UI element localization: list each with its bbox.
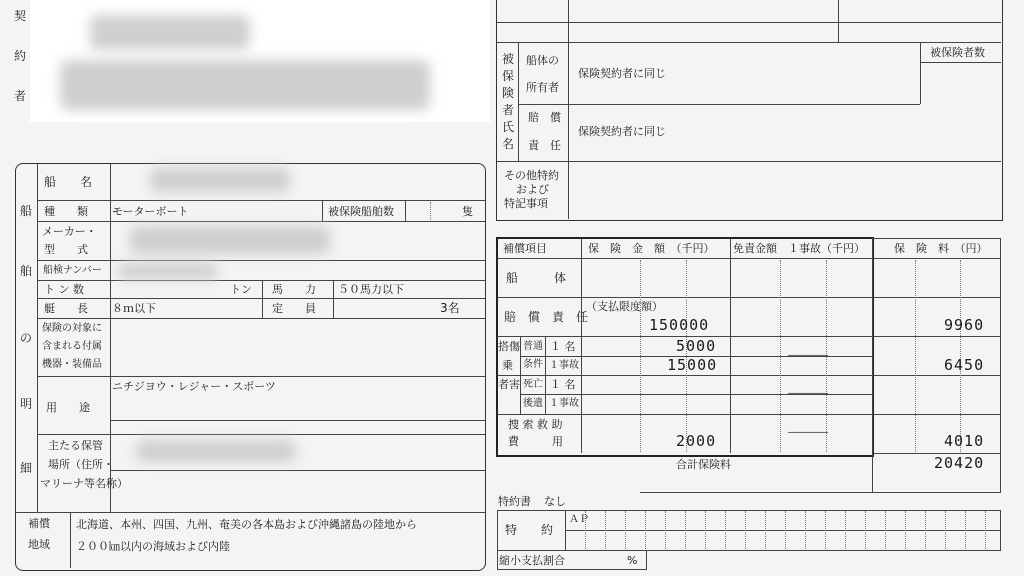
hull-owner-label-1: 船体の bbox=[526, 54, 559, 67]
normal-per-accident-label: １事故 bbox=[549, 360, 579, 371]
horsepower-value: ５０馬力以下 bbox=[338, 283, 404, 296]
normal-per-accident-amount: 15000 bbox=[667, 356, 718, 374]
liability-row-label: 賠 償 責 任 bbox=[504, 310, 589, 324]
accessories-label-3: 機器・装備品 bbox=[42, 359, 102, 370]
special-terms-label-1: その他特約 bbox=[504, 169, 559, 182]
insured-section-char-6: 名 bbox=[502, 137, 515, 151]
reduction-rate-unit: % bbox=[627, 554, 638, 567]
vessel-type-label: 種 類 bbox=[44, 205, 88, 218]
death-condition-label-2: 後遺 bbox=[523, 398, 543, 409]
model-label: 型 式 bbox=[44, 243, 88, 256]
insured-count-label: 被保険者数 bbox=[930, 46, 985, 59]
insured-section-char-5: 氏 bbox=[502, 120, 515, 134]
redacted-vessel-name bbox=[150, 168, 290, 192]
normal-per-person-label: １ 名 bbox=[550, 340, 576, 353]
payment-limit-note: （支払限度額） bbox=[586, 300, 663, 313]
length-label: 艇 長 bbox=[44, 302, 88, 315]
rider-code: ＡＰ bbox=[569, 514, 589, 525]
liability-holder-label-1: 賠 償 bbox=[528, 111, 561, 124]
total-premium-value: 20420 bbox=[934, 454, 985, 472]
header-deductible: 免責金額 １事故（千円） bbox=[733, 242, 865, 255]
contractor-label-3: 者 bbox=[14, 89, 27, 103]
rider-label: 特 約 bbox=[505, 523, 554, 537]
passenger-premium: 6450 bbox=[944, 356, 985, 374]
hull-owner-label-2: 所有者 bbox=[526, 81, 559, 94]
hull-owner-value: 保険契約者に同じ bbox=[578, 67, 666, 80]
insured-section-char-4: 者 bbox=[502, 103, 515, 117]
search-rescue-label-1: 捜 索 救 助 bbox=[508, 418, 563, 431]
redacted-contractor-name bbox=[90, 15, 250, 50]
compensation-area-line-1: 北海道、本州、四国、九州、奄美の各本島および沖縄諸島の陸地から bbox=[76, 518, 417, 531]
hull-row-label: 船 体 bbox=[506, 271, 567, 285]
maker-label: メーカー・ bbox=[42, 225, 97, 238]
search-rescue-premium: 4010 bbox=[944, 432, 985, 450]
insured-section-char-3: 険 bbox=[502, 86, 515, 100]
horsepower-label: 馬 力 bbox=[272, 283, 316, 296]
total-premium-label: 合計保険料 bbox=[676, 458, 731, 471]
vessel-section-char-1: 船 bbox=[20, 204, 33, 218]
liability-amount: 150000 bbox=[649, 316, 710, 334]
reduction-rate-label: 縮小支払割合 bbox=[499, 554, 565, 567]
header-coverage-item: 補償項目 bbox=[503, 242, 547, 255]
capacity-value: 3名 bbox=[440, 301, 460, 315]
insured-vessel-count-unit: 隻 bbox=[462, 205, 473, 218]
capacity-label: 定 員 bbox=[272, 302, 316, 315]
special-terms-label-3: 特記事項 bbox=[504, 197, 548, 210]
special-doc-label: 特約書 bbox=[498, 495, 531, 508]
redacted-storage-location bbox=[136, 440, 296, 462]
compensation-area-label-2: 地域 bbox=[28, 538, 50, 551]
accessories-label-2: 含まれる付属 bbox=[42, 341, 102, 352]
special-doc-value: なし bbox=[544, 495, 566, 508]
tonnage-unit: トン bbox=[230, 283, 252, 296]
search-rescue-amount: 2000 bbox=[676, 432, 717, 450]
compensation-area-line-2: ２００㎞以内の海域および内陸 bbox=[76, 540, 230, 553]
accessories-label-1: 保険の対象に bbox=[42, 323, 102, 334]
contractor-label-1: 契 bbox=[14, 9, 27, 23]
tonnage-label: ト ン 数 bbox=[44, 283, 84, 296]
usage-value: ニチジヨウ・レジャー・スポーツ bbox=[112, 380, 276, 393]
liability-holder-value: 保険契約者に同じ bbox=[578, 125, 666, 138]
compensation-area-label-1: 補償 bbox=[28, 517, 50, 530]
redacted-maker-model bbox=[130, 226, 330, 254]
vessel-section-char-5: 細 bbox=[20, 461, 33, 475]
insured-section-char-2: 保 bbox=[502, 69, 515, 83]
insured-vessel-count-label: 被保険船舶数 bbox=[328, 205, 394, 218]
header-premium: 保 険 料 （円） bbox=[894, 242, 988, 255]
normal-per-person-amount: 5000 bbox=[676, 337, 717, 355]
storage-label-3: マリーナ等名称） bbox=[40, 477, 128, 490]
search-deductible-dash: ―――― bbox=[788, 427, 828, 438]
liability-holder-label-2: 責 任 bbox=[528, 139, 561, 152]
death-per-person-label: １ 名 bbox=[550, 378, 576, 391]
contractor-label-2: 約 bbox=[14, 49, 27, 63]
redacted-inspection-number bbox=[118, 263, 218, 279]
normal-deductible-dash: ―――― bbox=[788, 350, 828, 361]
usage-label: 用 途 bbox=[46, 401, 90, 414]
vessel-name-label: 船 名 bbox=[44, 175, 93, 189]
header-insured-amount: 保 険 金 額 （千円） bbox=[588, 242, 715, 255]
search-rescue-label-2: 費 用 bbox=[508, 435, 563, 448]
passenger-group-label-3: 者害 bbox=[498, 378, 520, 391]
storage-label-1: 主たる保管 bbox=[48, 439, 103, 452]
passenger-group-label-2: 乗 bbox=[502, 359, 513, 372]
vessel-section-char-2: 舶 bbox=[20, 264, 33, 278]
special-terms-label-2: および bbox=[516, 183, 549, 196]
vessel-type-value: モーターボート bbox=[112, 205, 189, 218]
insured-section-char-1: 被 bbox=[502, 52, 515, 66]
storage-label-2: 場所（住所・ bbox=[48, 458, 114, 471]
length-value: ８ｍ以下 bbox=[112, 302, 156, 315]
insured-table bbox=[496, 0, 1003, 221]
passenger-group-label-1: 搭傷 bbox=[498, 340, 520, 353]
vessel-section-char-3: の bbox=[20, 331, 33, 345]
liability-premium: 9960 bbox=[944, 316, 985, 334]
death-condition-label-1: 死亡 bbox=[523, 379, 543, 390]
normal-condition-label-1: 普通 bbox=[523, 341, 543, 352]
redacted-contractor-address bbox=[60, 60, 430, 110]
normal-condition-label-2: 条件 bbox=[523, 359, 543, 370]
inspection-number-label: 船検ナンバー bbox=[43, 265, 102, 276]
death-deductible-dash: ―――― bbox=[788, 388, 828, 399]
vessel-section-char-4: 明 bbox=[20, 397, 33, 411]
death-per-accident-label: １事故 bbox=[549, 398, 579, 409]
